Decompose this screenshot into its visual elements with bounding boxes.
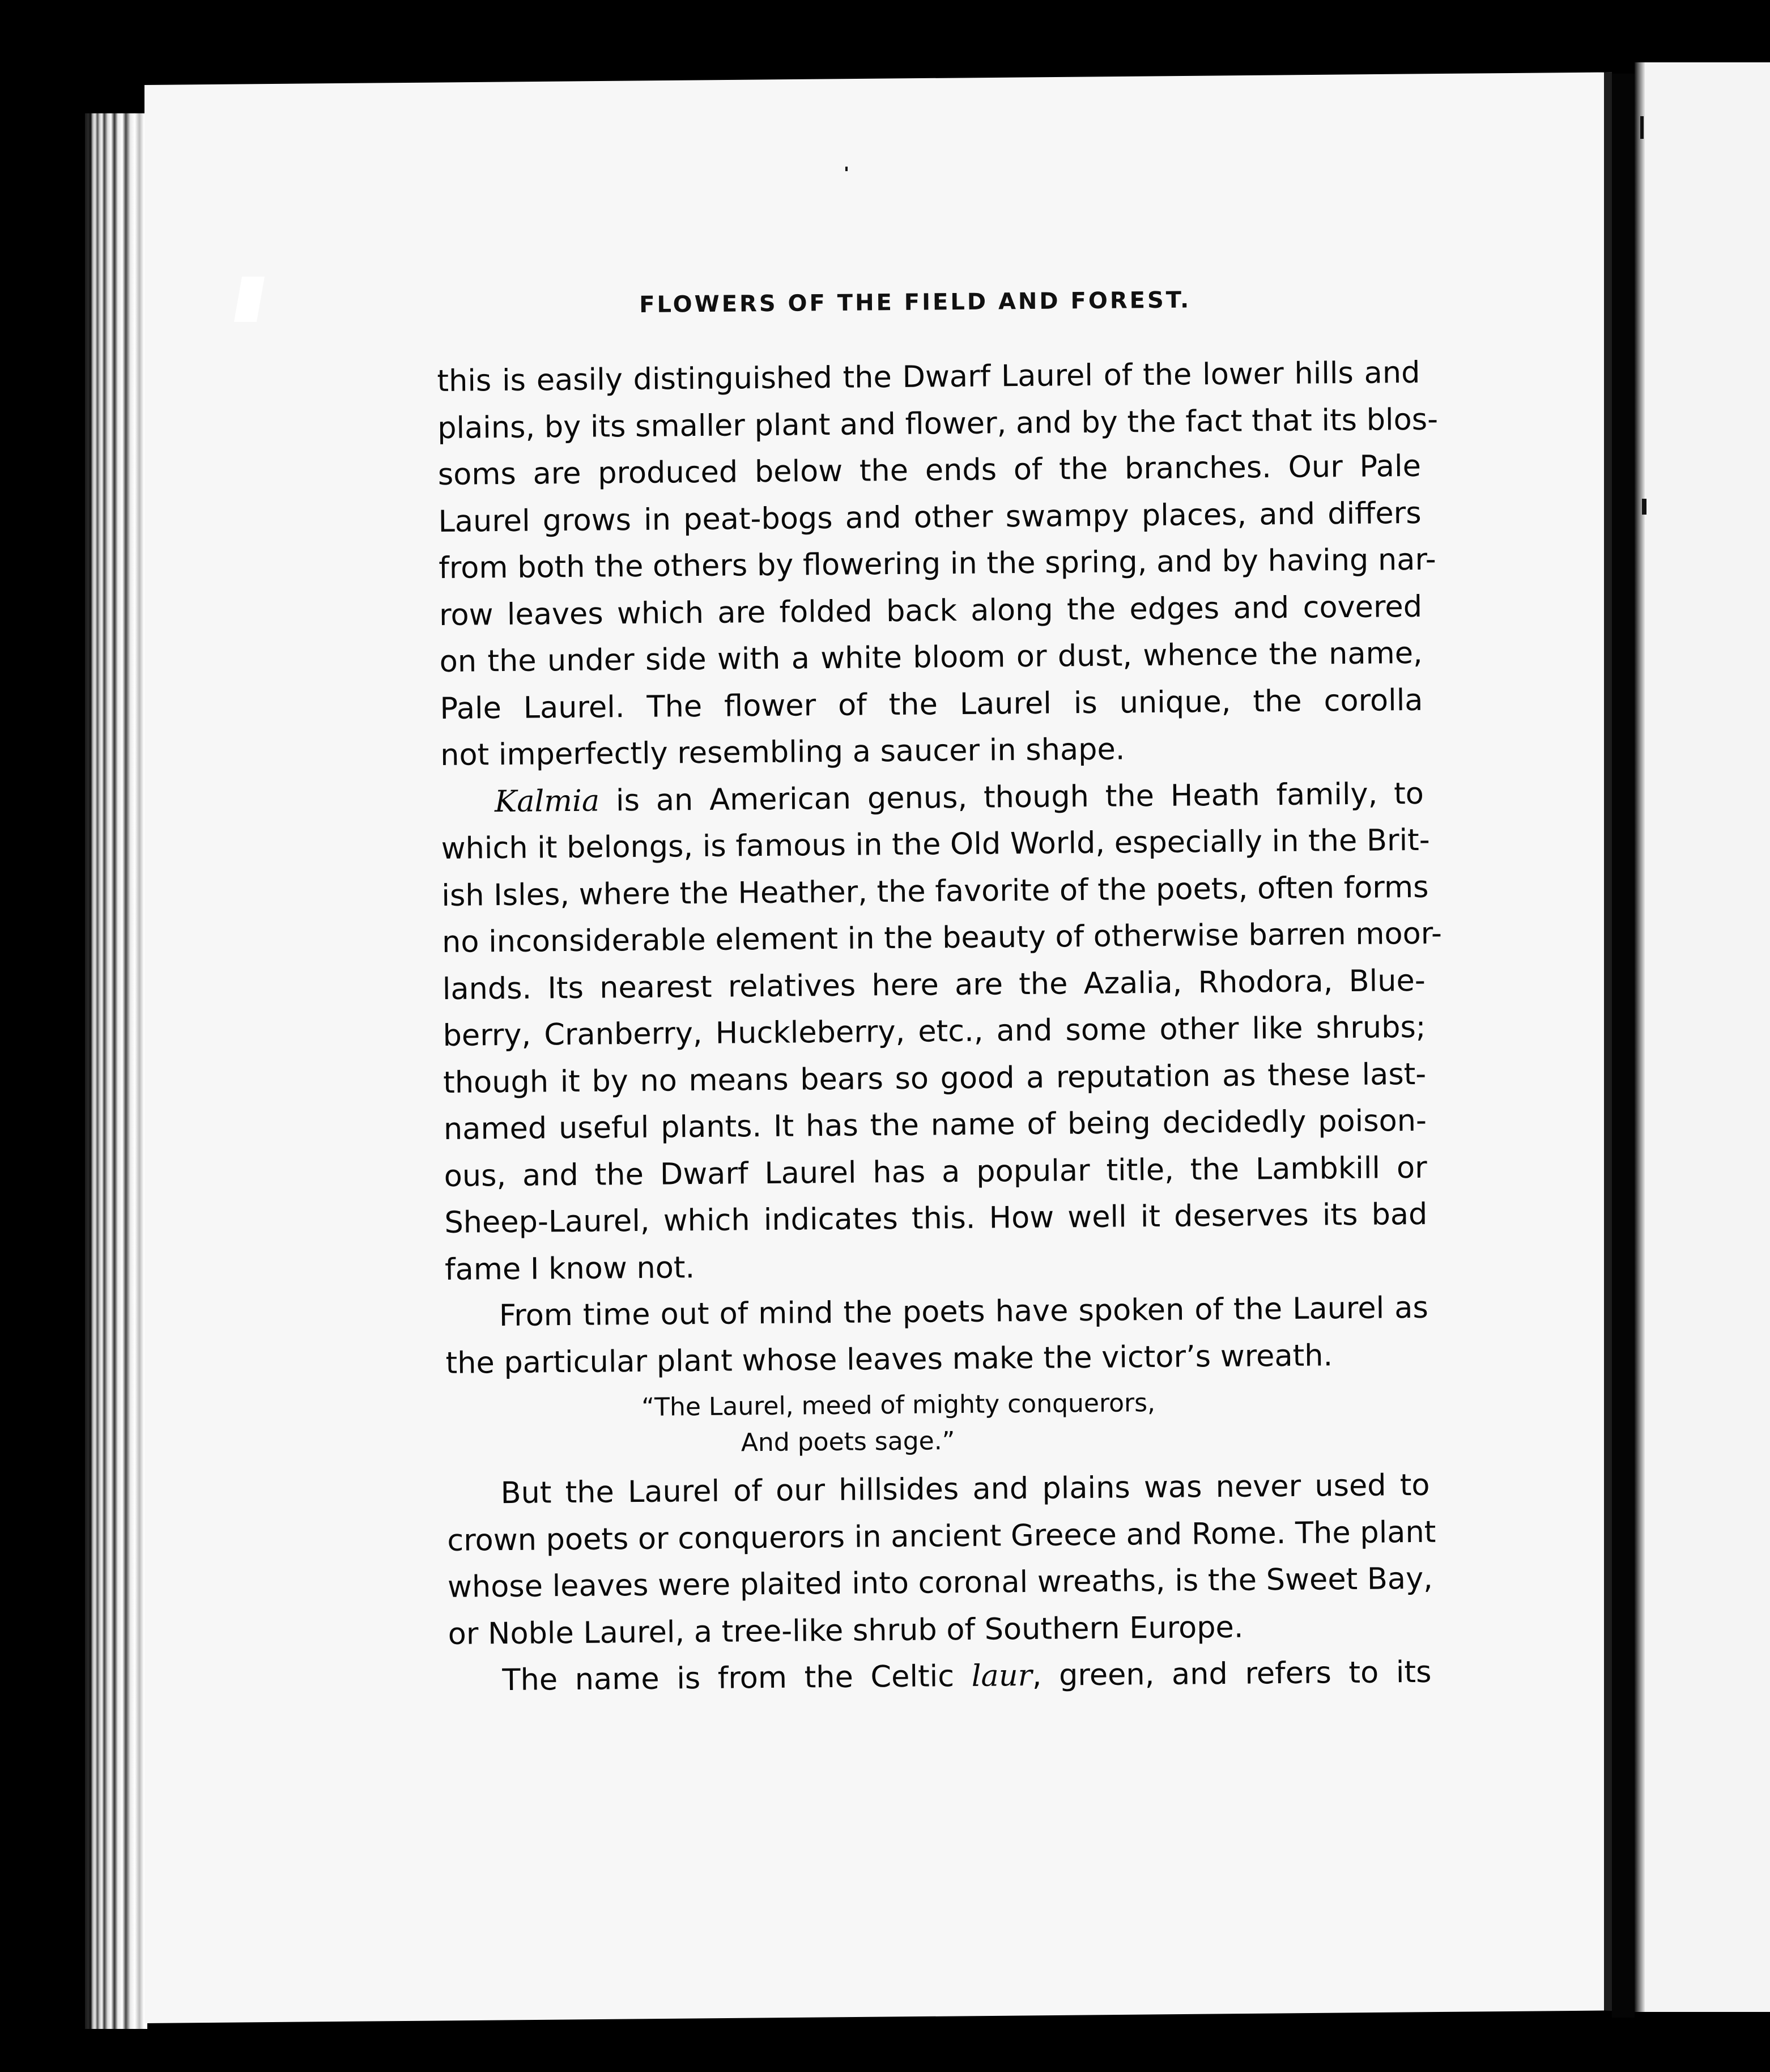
body-text [436,278,1443,1705]
text-line: whose leaves were plaited into coronal wreaths, is the Sweet Bay, [447,1561,1433,1604]
text-line: lands. Its nearest relatives here are the Azalia, Rhodora, Blue- [442,963,1426,1007]
text-line: soms are produced below the ends of the branches. Our Pale [437,448,1422,492]
text-line [448,1649,1432,1705]
italic-genus-name: Kalmia [494,783,600,819]
text-line: From time out of mind the poets have spoken of the Laurel as [499,1290,1429,1334]
text-line: on the under side with a white bloom or dust, whence the name, [439,635,1423,679]
book-gutter [1612,74,1635,2018]
text-line: Laurel grows in peat-bogs and other swampy places, and differs [438,495,1422,539]
text-line: crown poets or conquerors in ancient Greece and Rome. The plant [447,1514,1436,1558]
italic-word: laur [971,1658,1032,1693]
text-line: which it belongs, is famous in the Old World, especially in the Brit- [441,822,1430,866]
paragraph-2 [441,770,1443,1293]
scan-speck [1640,116,1644,139]
text-line [441,770,1424,826]
block-quotation [446,1378,1429,1471]
paragraph-4 [446,1462,1436,1658]
text-line: though it by no means bears so good a reputation as these last- [443,1056,1427,1100]
text-run: is an American genus, though the Heath family, to [599,776,1424,818]
paragraph-3 [445,1285,1429,1387]
text-line: or Noble Laurel, a tree-like shrub of Southern Europe. [448,1610,1244,1651]
text-line: this is easily distinguished the Dwarf Laurel of the lower hills and [437,355,1420,398]
facing-page-edge [1635,62,1645,2012]
text-line: fame I know not. [444,1250,695,1287]
text-line: row leaves which are folded back along the edges and covered [439,589,1423,632]
running-head: FLOWERS OF THE FIELD AND FOREST. [639,287,1192,318]
paragraph-5 [448,1649,1432,1705]
text-line: not imperfectly resembling a saucer in shape. [440,732,1125,772]
book-page-edges [85,113,147,2029]
text-line: Sheep-Laurel, which indicates this. How well it deserves its bad [444,1196,1428,1240]
facing-page-sliver [1635,62,1770,2012]
text-line: from both the others by flowering in the spring, and by having nar- [439,542,1436,585]
text-line: ous, and the Dwarf Laurel has a popular title, the Lambkill or [444,1150,1427,1194]
scan-speck [1642,499,1646,515]
text-run: , green, and refers to its [1032,1654,1432,1693]
text-line: named useful plants. It has the name of being decidedly poison- [443,1103,1427,1147]
text-line: the particular plant whose leaves make the victor’s wreath. [445,1338,1333,1381]
text-line: Pale Laurel. The flower of the Laurel is unique, the corolla [440,682,1423,726]
quotation-line: And poets sage.” [741,1426,955,1458]
text-line: berry, Cranberry, Huckleberry, etc., and some other like shrubs; [443,1009,1426,1053]
paragraph-1 [437,350,1439,779]
text-run: The name is from the Celtic [502,1658,972,1698]
scan-speck [845,167,848,171]
text-line: no inconsiderable element in the beauty of otherwise barren moor- [441,916,1443,959]
quotation-line: “The Laurel, meed of mighty conquerors, [641,1389,1156,1422]
text-line: ish Isles, where the Heather, the favorite of the poets, often forms [441,869,1429,913]
text-line: plains, by its smaller plant and flower, and by the fact that its blos- [437,402,1439,445]
text-line: But the Laurel of our hillsides and plains was never used to [500,1467,1430,1511]
